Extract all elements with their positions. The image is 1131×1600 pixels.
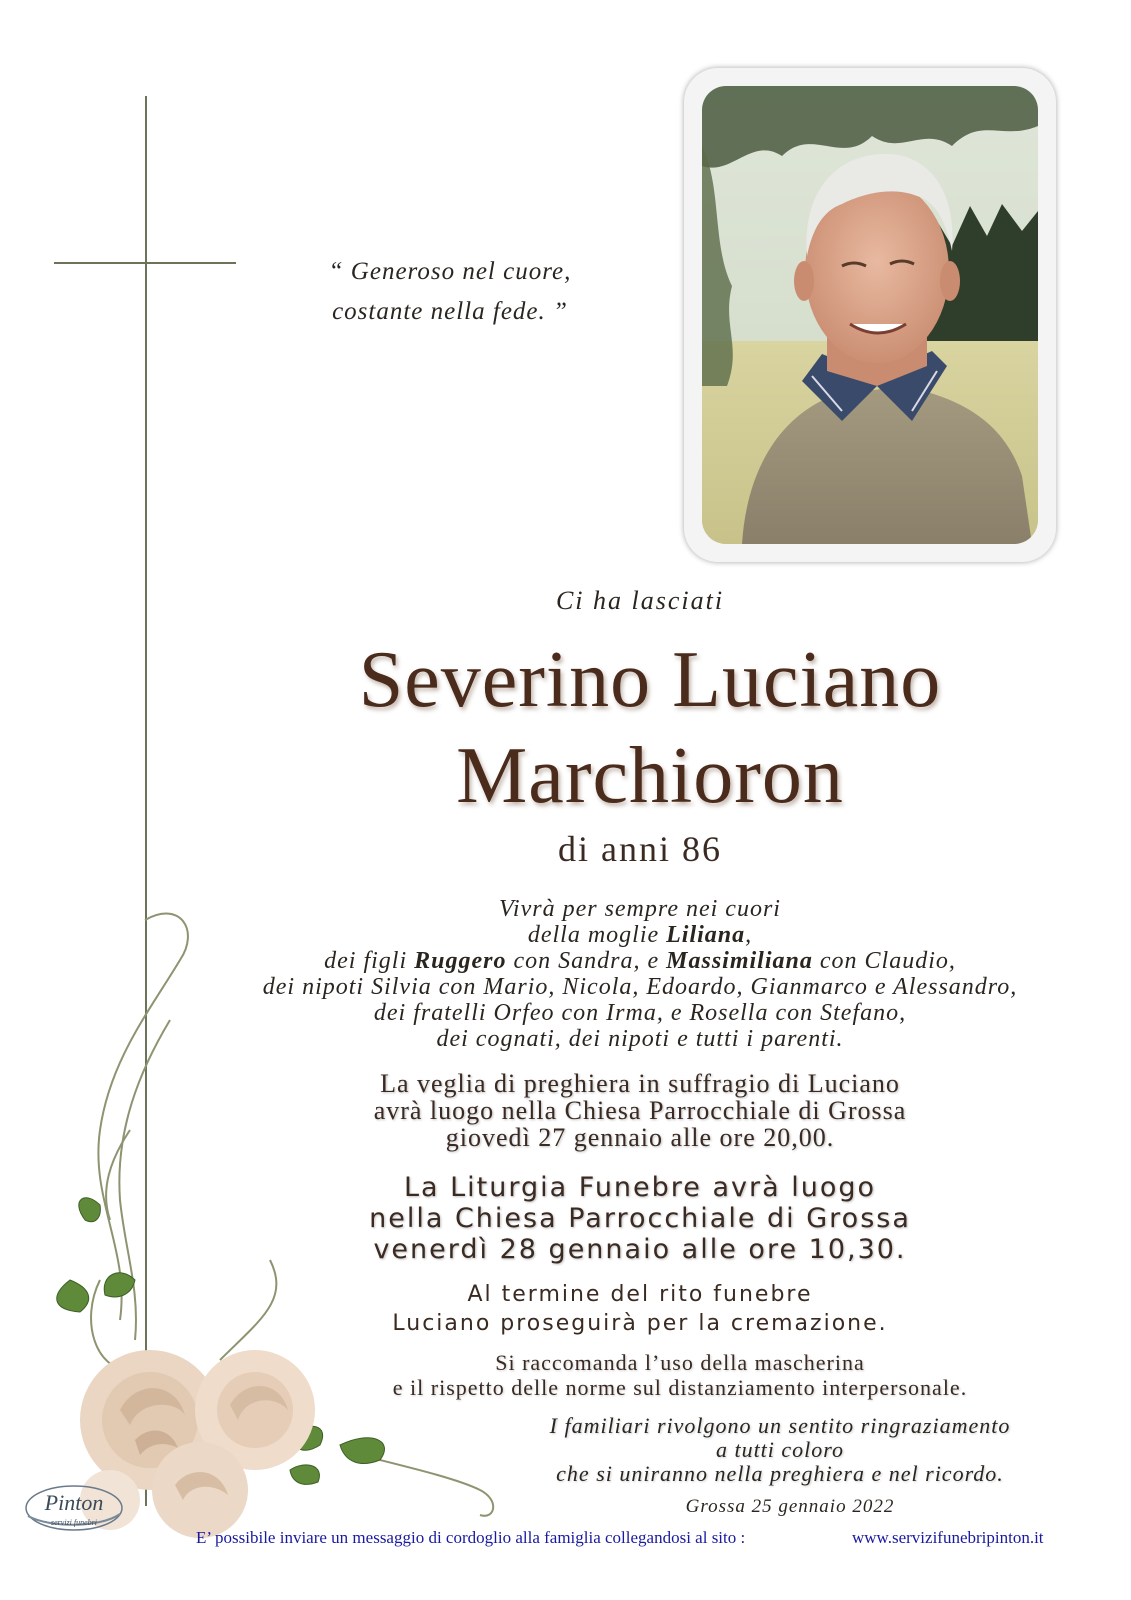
- family-line-4: dei nipoti Silvia con Mario, Nicola, Edoardo, Gianmarco e Alessandro,: [262, 974, 1018, 1000]
- family-line-6: dei cognati, dei nipoti e tutti i parenti.: [436, 1026, 844, 1052]
- thanks-line-2: a tutti coloro: [715, 1437, 845, 1462]
- liturgy-line-2: nella Chiesa Parrocchiale di Grossa: [369, 1203, 911, 1234]
- family-line-2: della moglie Liliana,: [527, 922, 753, 948]
- vigil-line-1: La veglia di preghiera in suffragio di Luciano: [380, 1069, 900, 1098]
- quote-line-2: costante nella fede. ”: [332, 298, 568, 325]
- family-line-1: Vivrà per sempre nei cuori: [499, 896, 781, 922]
- family-line-3: dei figli Ruggero con Sandra, e Massimiliana con Claudio,: [324, 948, 956, 974]
- deceased-name-line-1: Severino Luciano: [358, 636, 942, 724]
- liturgy-line-3: venerdì 28 gennaio alle ore 10,30.: [373, 1234, 907, 1265]
- family-line-5: dei fratelli Orfeo con Irma, e Rosella con Stefano,: [373, 1000, 907, 1026]
- cremation-line-2: Luciano proseguirà per la cremazione.: [392, 1311, 888, 1336]
- deceased-name-line-2: Marchioron: [456, 732, 844, 820]
- thanks-line-1: I familiari rivolgono un sentito ringraziamento: [549, 1413, 1011, 1438]
- thanks-line-3: che si uniranno nella preghiera e nel ricordo.: [556, 1461, 1004, 1486]
- age-text: di anni 86: [558, 829, 722, 869]
- intro-text: Ci ha lasciati: [555, 586, 725, 615]
- memorial-quote: [300, 252, 600, 332]
- condolence-message-text: E’ possibile inviare un messaggio di cordoglio alla famiglia collegandosi al sito :: [196, 1528, 746, 1547]
- vigil-line-2: avrà luogo nella Chiesa Parrocchiale di Grossa: [373, 1096, 907, 1125]
- mask-line-2: e il rispetto delle norme sul distanziamento interpersonale.: [392, 1375, 968, 1400]
- place-and-date: Grossa 25 gennaio 2022: [685, 1496, 895, 1517]
- liturgy-line-1: La Liturgia Funebre avrà luogo: [403, 1172, 877, 1203]
- funeral-home-logo: [20, 1478, 128, 1540]
- mask-line-1: Si raccomanda l’uso della mascherina: [495, 1350, 865, 1375]
- cremation-line-1: Al termine del rito funebre: [467, 1282, 813, 1307]
- cross-horizontal-bar: [54, 262, 236, 264]
- portrait-photo: [702, 86, 1038, 544]
- rose-decoration: [40, 900, 510, 1540]
- quote-line-1: “ Generoso nel cuore,: [328, 258, 572, 285]
- website-link[interactable]: www.servizifunebripinton.it: [852, 1528, 1044, 1547]
- svg-text:servizi funebri: servizi funebri: [51, 1518, 97, 1527]
- svg-text:Pinton: Pinton: [44, 1490, 104, 1515]
- thanks-message: [430, 1414, 1130, 1486]
- vigil-line-3: giovedì 27 gennaio alle ore 20,00.: [445, 1123, 835, 1152]
